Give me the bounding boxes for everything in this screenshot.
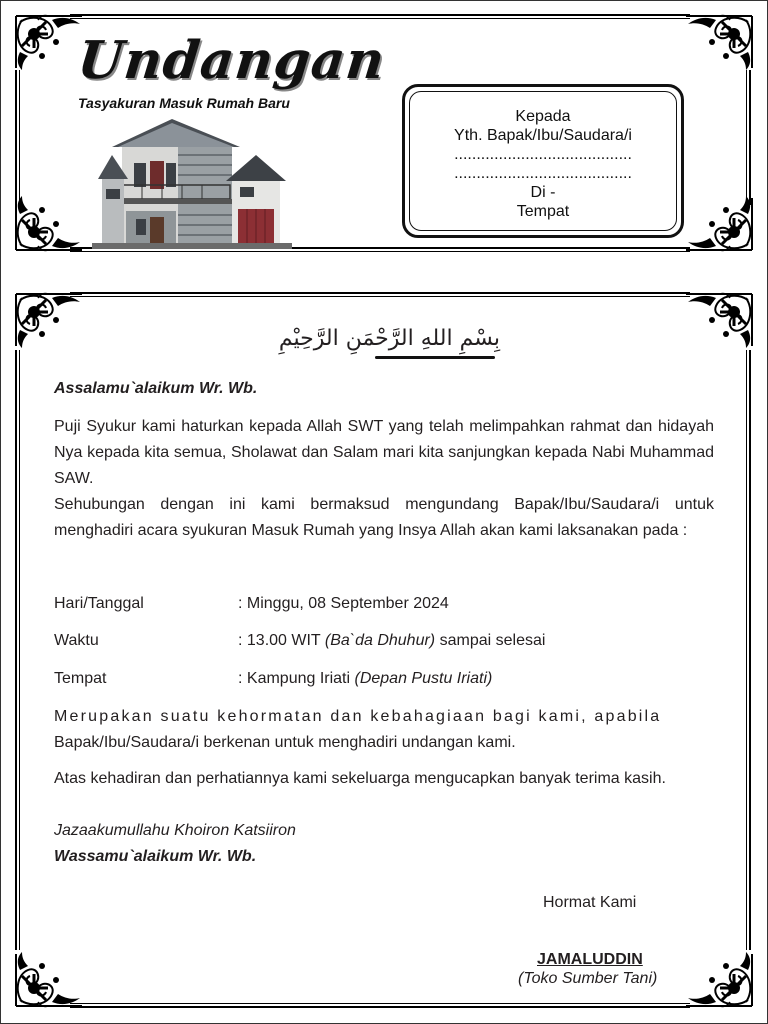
bismillah-text: بِسْمِ اللهِ الرَّحْمَنِ الرَّحِيْمِ — [278, 326, 500, 351]
paragraph-thanks: Atas kehadiran dan perhatiannya kami sekeluarga mengucapkan banyak terima kasih. — [54, 770, 666, 787]
corner-ornament-body-top-left — [12, 290, 90, 350]
date-value: : Minggu, 08 September 2024 — [238, 595, 449, 612]
paragraph-honor-line-2: Bapak/Ibu/Saudara/i berkenan untuk menghadiri undangan kami. — [54, 734, 516, 751]
place-value: : Kampung Iriati (Depan Pustu Iriati) — [238, 670, 493, 687]
paragraph-honor-line-1: Merupakan suatu kehormatan dan kebahagiaan bagi kami, apabila — [54, 708, 662, 725]
corner-ornament-bottom-right — [678, 950, 756, 1010]
signature-name: JAMALUDDIN — [537, 951, 643, 968]
corner-ornament-header-bottom-right — [678, 194, 756, 254]
time-value: : 13.00 WIT (Ba`da Dhuhur) sampai selesai — [238, 632, 546, 649]
opening-greeting: Assalamu`alaikum Wr. Wb. — [54, 380, 258, 397]
address-blank-line-2: ........................................ — [454, 165, 632, 182]
corner-ornament-body-top-right — [678, 290, 756, 350]
invitation-title: Undangan — [74, 30, 389, 91]
paragraph-gratitude: Puji Syukur kami haturkan kepada Allah SWT yang telah melimpahkan rahmat dan hidayah Nya kepada kita semua, Sholawat dan Salam mari kita sanjungkan kepada Nabi Muhammad SAW. — [54, 418, 714, 487]
signature-organization: (Toko Sumber Tani) — [518, 970, 658, 987]
address-place-label: Tempat — [516, 203, 570, 220]
address-salutation: Yth. Bapak/Ibu/Saudara/i — [454, 127, 632, 144]
recipient-address-box — [402, 84, 684, 238]
address-di-label: Di - — [530, 184, 556, 201]
corner-ornament-top-right — [678, 12, 756, 72]
bismillah-calligraphy — [255, 322, 500, 372]
closing-greeting: Wassamu`alaikum Wr. Wb. — [54, 848, 257, 865]
date-label: Hari/Tanggal — [54, 595, 144, 612]
signature-regards: Hormat Kami — [543, 894, 637, 911]
time-label: Waktu — [54, 632, 99, 649]
invitation-subtitle: Tasyakuran Masuk Rumah Baru — [78, 95, 290, 111]
address-to-label: Kepada — [515, 108, 571, 125]
address-blank-line-1: ........................................ — [454, 146, 632, 163]
house-illustration — [92, 115, 292, 250]
place-label: Tempat — [54, 670, 107, 687]
corner-ornament-header-bottom-left — [12, 194, 90, 254]
corner-ornament-bottom-left — [12, 950, 90, 1010]
closing-prayer: Jazaakumullahu Khoiron Katsiiron — [54, 822, 296, 839]
paragraph-invitation: Sehubungan dengan ini kami bermaksud mengundang Bapak/Ibu/Saudara/i untuk menghadiri acara syukuran Masuk Rumah yang Insya Allah akan kami laksanakan pada : — [54, 496, 714, 539]
